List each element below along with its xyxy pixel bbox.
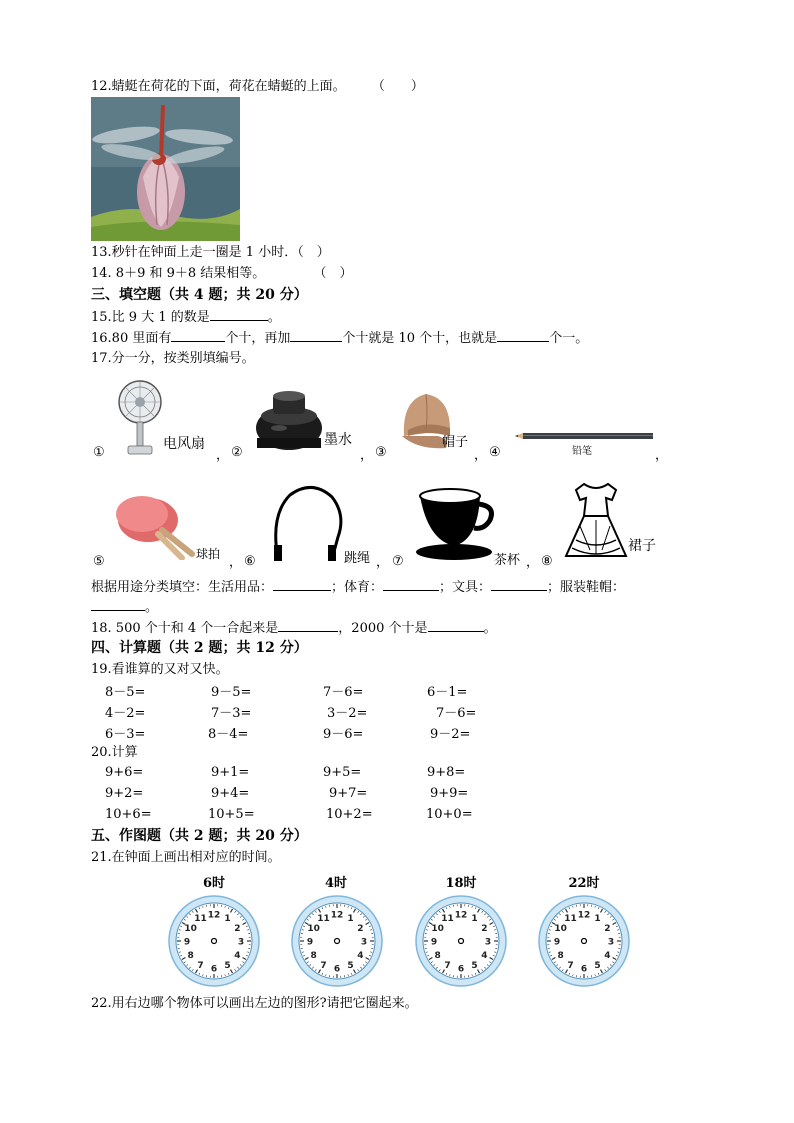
clock-number: 11 (317, 914, 330, 925)
separator: ， (229, 555, 243, 570)
punctuation: 。 (145, 600, 159, 615)
calc-item: 7－6= (436, 706, 477, 721)
calc-item: 9+4= (211, 786, 250, 801)
clock-number: 7 (320, 960, 327, 971)
separator: ， (376, 555, 390, 570)
clock-center (212, 939, 217, 944)
electric-fan-image (116, 376, 162, 458)
classify-clothing: ；服装鞋帽： (547, 580, 626, 595)
clock-number: 6 (457, 964, 465, 975)
calc-item: 9+5= (323, 765, 362, 780)
item-label-dress: 裙子 (628, 538, 656, 554)
answer-blank[interactable] (428, 619, 484, 632)
item-number: ⑤ (93, 554, 105, 569)
clock-number: 9 (183, 937, 191, 948)
clock-number: 12 (454, 910, 468, 921)
item-number: ④ (489, 445, 501, 460)
calc-item: 8－4= (208, 727, 249, 742)
question-15 (91, 308, 281, 327)
section-4-heading: 四、计算题（共 2 题；共 12 分） (91, 640, 308, 656)
calc-item: 9+7= (329, 786, 368, 801)
clock-number: 10 (307, 924, 320, 934)
item-label-pencil: 铅笔 (572, 446, 592, 457)
clock-title: 6时 (202, 876, 226, 891)
clock-title: 4时 (324, 876, 348, 891)
classify-line (91, 578, 625, 597)
clock-number: 11 (564, 914, 577, 925)
clock-number: 11 (441, 914, 454, 925)
clock-number: 12 (207, 910, 221, 921)
question-18 (91, 619, 497, 638)
item-label-ink: 墨水 (324, 432, 352, 448)
clock-number: 10 (431, 924, 444, 934)
question-13: 13.秒针在钟面上走一圈是 1 小时．（ ） (91, 245, 330, 260)
section-3-heading: 三、填空题（共 4 题；共 20 分） (91, 287, 308, 303)
pencil-image (515, 430, 655, 440)
clock-number: 6 (210, 964, 218, 975)
clock-face[interactable] (291, 895, 383, 987)
punctuation: 。 (483, 621, 497, 636)
question-19-title: 19.看谁算的又对又快。 (91, 662, 229, 677)
clock-number: 6 (333, 964, 341, 975)
question-16-part1: 16.80 里面有 (91, 331, 172, 346)
classify-stationery: ；文具： (439, 580, 492, 595)
clock-number: 7 (197, 960, 204, 971)
separator: ， (360, 448, 374, 463)
section-5-heading: 五、作图题（共 2 题；共 20 分） (91, 828, 308, 844)
jump-rope-image (268, 485, 350, 563)
clock-number: 10 (554, 924, 567, 934)
clock-number: 3 (607, 937, 615, 948)
item-number: ⑦ (392, 554, 404, 569)
clock-number: 8 (434, 951, 441, 961)
clock-number: 3 (237, 937, 245, 948)
clock-number: 9 (306, 937, 314, 948)
punctuation: 。 (267, 310, 281, 325)
clock-number: 5 (347, 960, 354, 971)
dress-image (560, 480, 632, 562)
question-14 (91, 265, 352, 283)
question-12-text: 12.蜻蜓在荷花的下面，荷花在蜻蜓的上面。 (91, 79, 346, 94)
item-number: ⑧ (541, 554, 553, 569)
answer-blank[interactable] (491, 578, 547, 591)
clock-title: 22时 (568, 876, 600, 891)
clock-number: 4 (604, 951, 611, 961)
question-16-part4: 个一。 (549, 331, 589, 346)
calc-item: 9+2= (105, 786, 144, 801)
item-number: ② (231, 445, 243, 460)
clock-number: 6 (580, 964, 588, 975)
item-label-cap: 帽子 (442, 435, 469, 450)
clock-number: 7 (567, 960, 574, 971)
clock-number: 1 (594, 914, 601, 925)
ink-bottle-image (255, 388, 323, 454)
clock-number: 4 (481, 951, 488, 961)
clock-number: 2 (357, 924, 364, 934)
clock-number: 3 (484, 937, 492, 948)
clock-number: 2 (604, 924, 611, 934)
calc-item: 9+6= (105, 765, 144, 780)
clock-number: 2 (234, 924, 241, 934)
calc-item: 9－6= (323, 727, 364, 742)
item-number: ① (93, 445, 105, 460)
ping-pong-paddles-image (112, 490, 196, 560)
clock-number: 8 (310, 951, 317, 961)
clock-number: 4 (234, 951, 241, 961)
clock-number: 1 (224, 914, 231, 925)
calc-item: 7－6= (323, 685, 364, 700)
question-22-title: 22.用右边哪个物体可以画出左边的图形?请把它圈起来。 (91, 996, 418, 1011)
clock-title: 18时 (445, 876, 477, 891)
calc-item: 9+9= (430, 786, 469, 801)
answer-blank[interactable] (290, 329, 342, 342)
clock-face[interactable] (168, 895, 260, 987)
clock-number: 1 (347, 914, 354, 925)
item-number: ③ (375, 445, 387, 460)
item-label-cup: 茶杯 (494, 553, 521, 568)
calc-item: 7－3= (211, 706, 252, 721)
calc-item: 10+6= (105, 807, 152, 822)
clock-number: 9 (430, 937, 438, 948)
clock-number: 2 (481, 924, 488, 934)
question-15-text: 15.比 9 大 1 的数是 (91, 310, 210, 325)
question-17-title: 17.分一分，按类别填编号。 (91, 351, 255, 366)
answer-blank[interactable] (91, 598, 145, 611)
dragonfly-lotus-image (91, 97, 240, 241)
clock-center (335, 939, 340, 944)
calc-item: 9+1= (211, 765, 250, 780)
question-20-title: 20.计算 (91, 745, 138, 760)
question-18-part2: ，2000 个十是 (338, 621, 428, 636)
calc-item: 10+5= (208, 807, 255, 822)
answer-blank[interactable] (278, 619, 338, 632)
separator: ， (474, 448, 488, 463)
calc-item: 8－5= (105, 685, 146, 700)
question-16-part3: 个十就是 10 个十，也就是 (342, 331, 498, 346)
calc-item: 4－2= (105, 706, 146, 721)
teacup-image (414, 484, 496, 562)
clock-face[interactable] (415, 895, 507, 987)
classify-prefix: 根据用途分类填空：生活用品： (91, 580, 274, 595)
calc-item: 9－2= (430, 727, 471, 742)
item-label-fan: 电风扇 (163, 436, 205, 452)
calc-item: 10+2= (326, 807, 373, 822)
clock-number: 12 (330, 910, 344, 921)
clock-number: 7 (444, 960, 451, 971)
item-label-rope: 跳绳 (344, 551, 371, 566)
question-14-text: 14. 8＋9 和 9＋8 结果相等。 (91, 266, 266, 281)
clock-number: 5 (471, 960, 478, 971)
item-label-paddle: 球拍 (196, 547, 221, 561)
separator: ， (216, 448, 230, 463)
answer-blank[interactable] (171, 329, 225, 342)
question-12 (91, 78, 424, 96)
question-16 (91, 329, 588, 348)
separator: ， (526, 555, 540, 570)
answer-blank[interactable] (210, 308, 268, 321)
question-21-title: 21.在钟面上画出相对应的时间。 (91, 850, 281, 865)
calc-item: 10+0= (426, 807, 473, 822)
classify-line-2 (91, 598, 158, 617)
classify-sports: ；体育： (331, 580, 384, 595)
clock-number: 3 (360, 937, 368, 948)
clock-number: 5 (224, 960, 231, 971)
calc-item: 9+8= (427, 765, 466, 780)
clock-number: 8 (557, 951, 564, 961)
answer-paren: （ ） (313, 266, 353, 281)
answer-blank[interactable] (383, 578, 439, 591)
clock-center (459, 939, 464, 944)
clock-number: 5 (594, 960, 601, 971)
clock-number: 10 (184, 924, 197, 934)
answer-paren: （ ） (371, 79, 424, 94)
answer-blank[interactable] (497, 329, 549, 342)
separator: ， (655, 448, 669, 463)
clock-number: 11 (194, 914, 207, 925)
clock-number: 9 (553, 937, 561, 948)
clock-number: 12 (577, 910, 591, 921)
answer-blank[interactable] (273, 578, 331, 591)
clock-face[interactable] (538, 895, 630, 987)
question-18-part1: 18. 500 个十和 4 个一合起来是 (91, 621, 279, 636)
calc-item: 6－1= (427, 685, 468, 700)
calc-item: 9－5= (211, 685, 252, 700)
calc-item: 3－2= (327, 706, 368, 721)
question-16-part2: 个十，再加 (225, 331, 291, 346)
clock-number: 1 (471, 914, 478, 925)
clock-number: 4 (357, 951, 364, 961)
clock-center (582, 939, 587, 944)
calc-item: 6－3= (105, 727, 146, 742)
item-number: ⑥ (244, 554, 256, 569)
clock-number: 8 (187, 951, 194, 961)
